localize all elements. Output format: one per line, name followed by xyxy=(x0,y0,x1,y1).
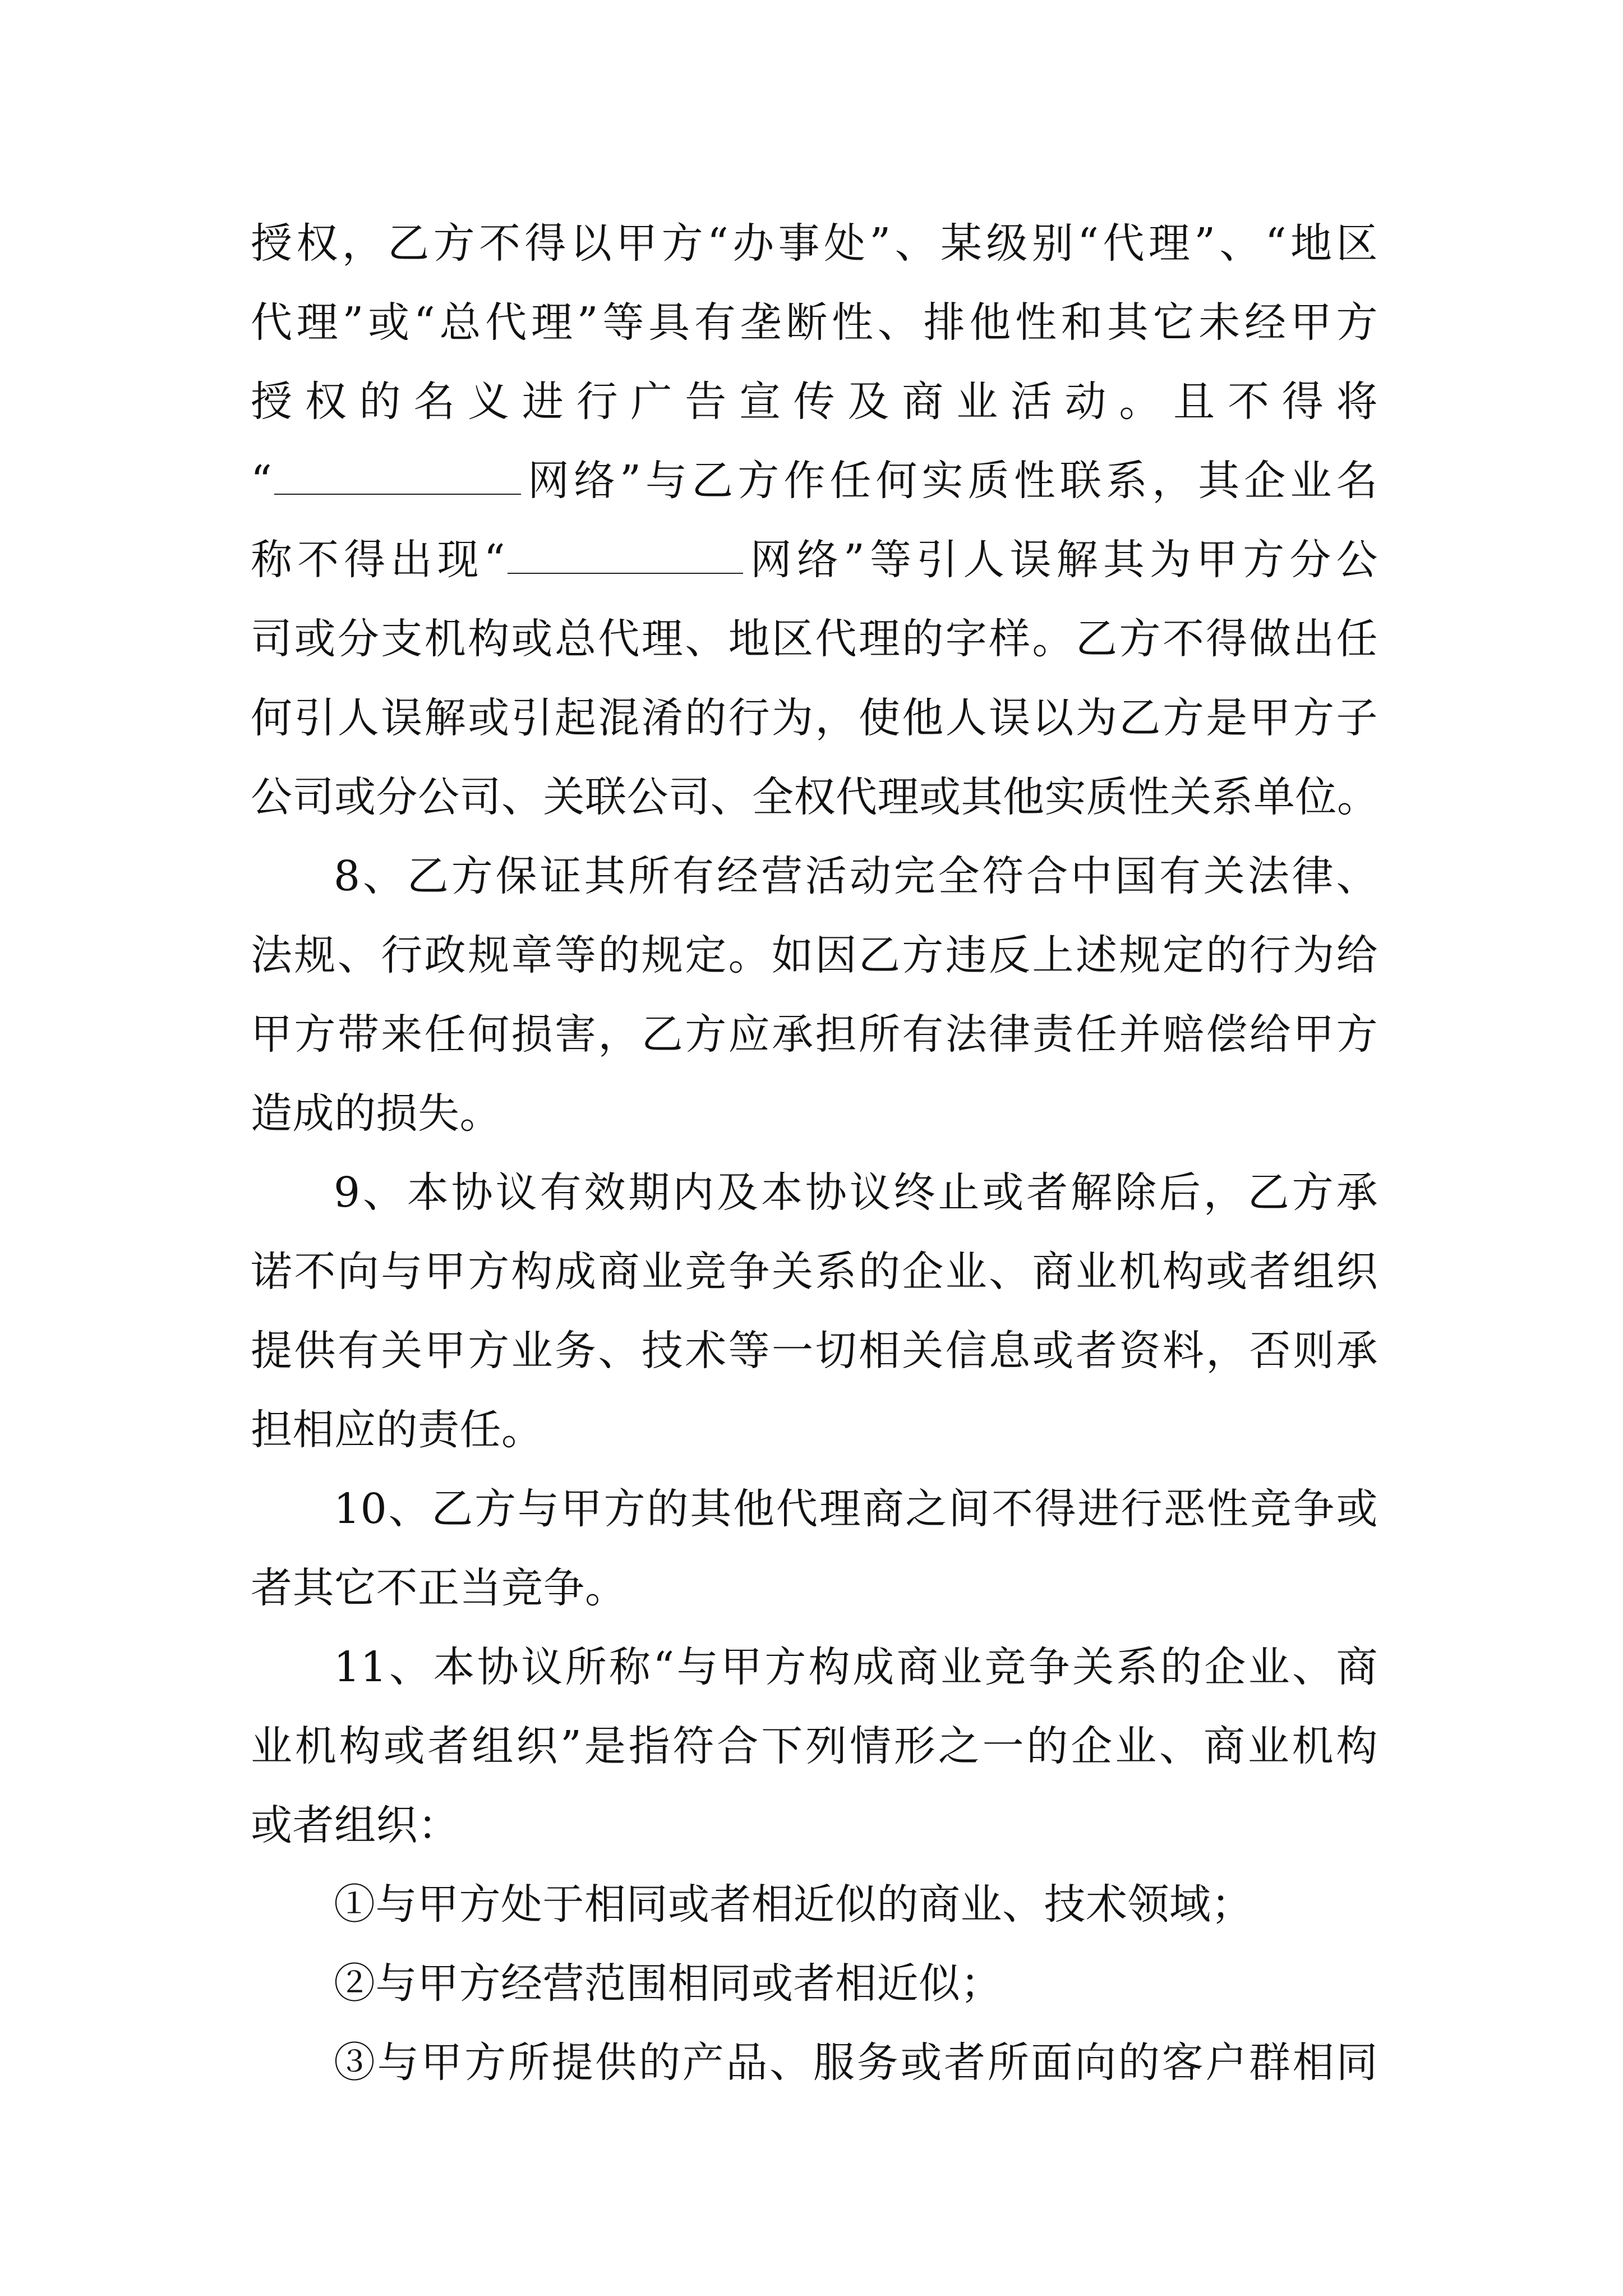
text-line-with-blank xyxy=(251,521,1378,600)
text-line: 公司或分公司、关联公司、全权代理或其他实质性关系单位。 xyxy=(251,773,1379,821)
clause-8-start: 8、乙方保证其所有经营活动完全符合中国有关法律、 xyxy=(334,852,1378,900)
text-line: 业机构或者组织”是指符合下列情形之一的企业、商业机构 xyxy=(251,1722,1378,1770)
fill-in-blank xyxy=(274,454,521,495)
text-line: 授权的名义进行广告宣传及商业活动。且不得将 xyxy=(251,378,1378,426)
list-item: ③与甲方所提供的产品、服务或者所面向的客户群相同 xyxy=(334,2039,1378,2087)
text-line: 授权，乙方不得以甲方“办事处”、某级别“代理”、“地区 xyxy=(251,219,1378,268)
text-line: 担相应的责任。 xyxy=(251,1406,543,1454)
clause-9-start: 9、本协议有效期内及本协议终止或者解除后，乙方承 xyxy=(334,1168,1378,1217)
text-line: 诺不向与甲方构成商业竞争关系的企业、商业机构或者组织 xyxy=(251,1248,1378,1296)
text-line: 司或分支机构或总代理、地区代理的字样。乙方不得做出任 xyxy=(251,615,1378,663)
text-line: 法规、行政规章等的规定。如因乙方违反上述规定的行为给 xyxy=(251,931,1378,979)
text-fragment: 网络”与乙方作任何实质性联系，其企业名 xyxy=(523,457,1378,505)
text-fragment: “ xyxy=(251,457,273,505)
text-line: 造成的损失。 xyxy=(251,1089,501,1138)
clause-11-start: 11、本协议所称“与甲方构成商业竞争关系的企业、商 xyxy=(334,1643,1378,1691)
list-item: ①与甲方处于相同或者相近似的商业、技术领域； xyxy=(334,1880,1253,1929)
text-line: 提供有关甲方业务、技术等一切相关信息或者资料，否则承 xyxy=(251,1327,1378,1375)
text-line: 代理”或“总代理”等具有垄断性、排他性和其它未经甲方 xyxy=(251,298,1378,347)
text-line: 或者组织： xyxy=(251,1801,460,1849)
text-fragment: 网络”等引人误解其为甲方分公 xyxy=(745,536,1378,584)
text-fragment: 称不得出现“ xyxy=(251,536,506,584)
fill-in-blank xyxy=(508,533,743,574)
text-line-with-blank xyxy=(251,441,1378,521)
text-line: 何引人误解或引起混淆的行为，使他人误以为乙方是甲方子 xyxy=(251,694,1378,742)
text-line: 者其它不正当竞争。 xyxy=(251,1564,627,1612)
document-body xyxy=(251,204,1378,2102)
list-item: ②与甲方经营范围相同或者相近似； xyxy=(334,1959,1002,2008)
clause-10-start: 10、乙方与甲方的其他代理商之间不得进行恶性竞争或 xyxy=(334,1485,1378,1533)
text-line: 甲方带来任何损害，乙方应承担所有法律责任并赔偿给甲方 xyxy=(251,1010,1378,1059)
